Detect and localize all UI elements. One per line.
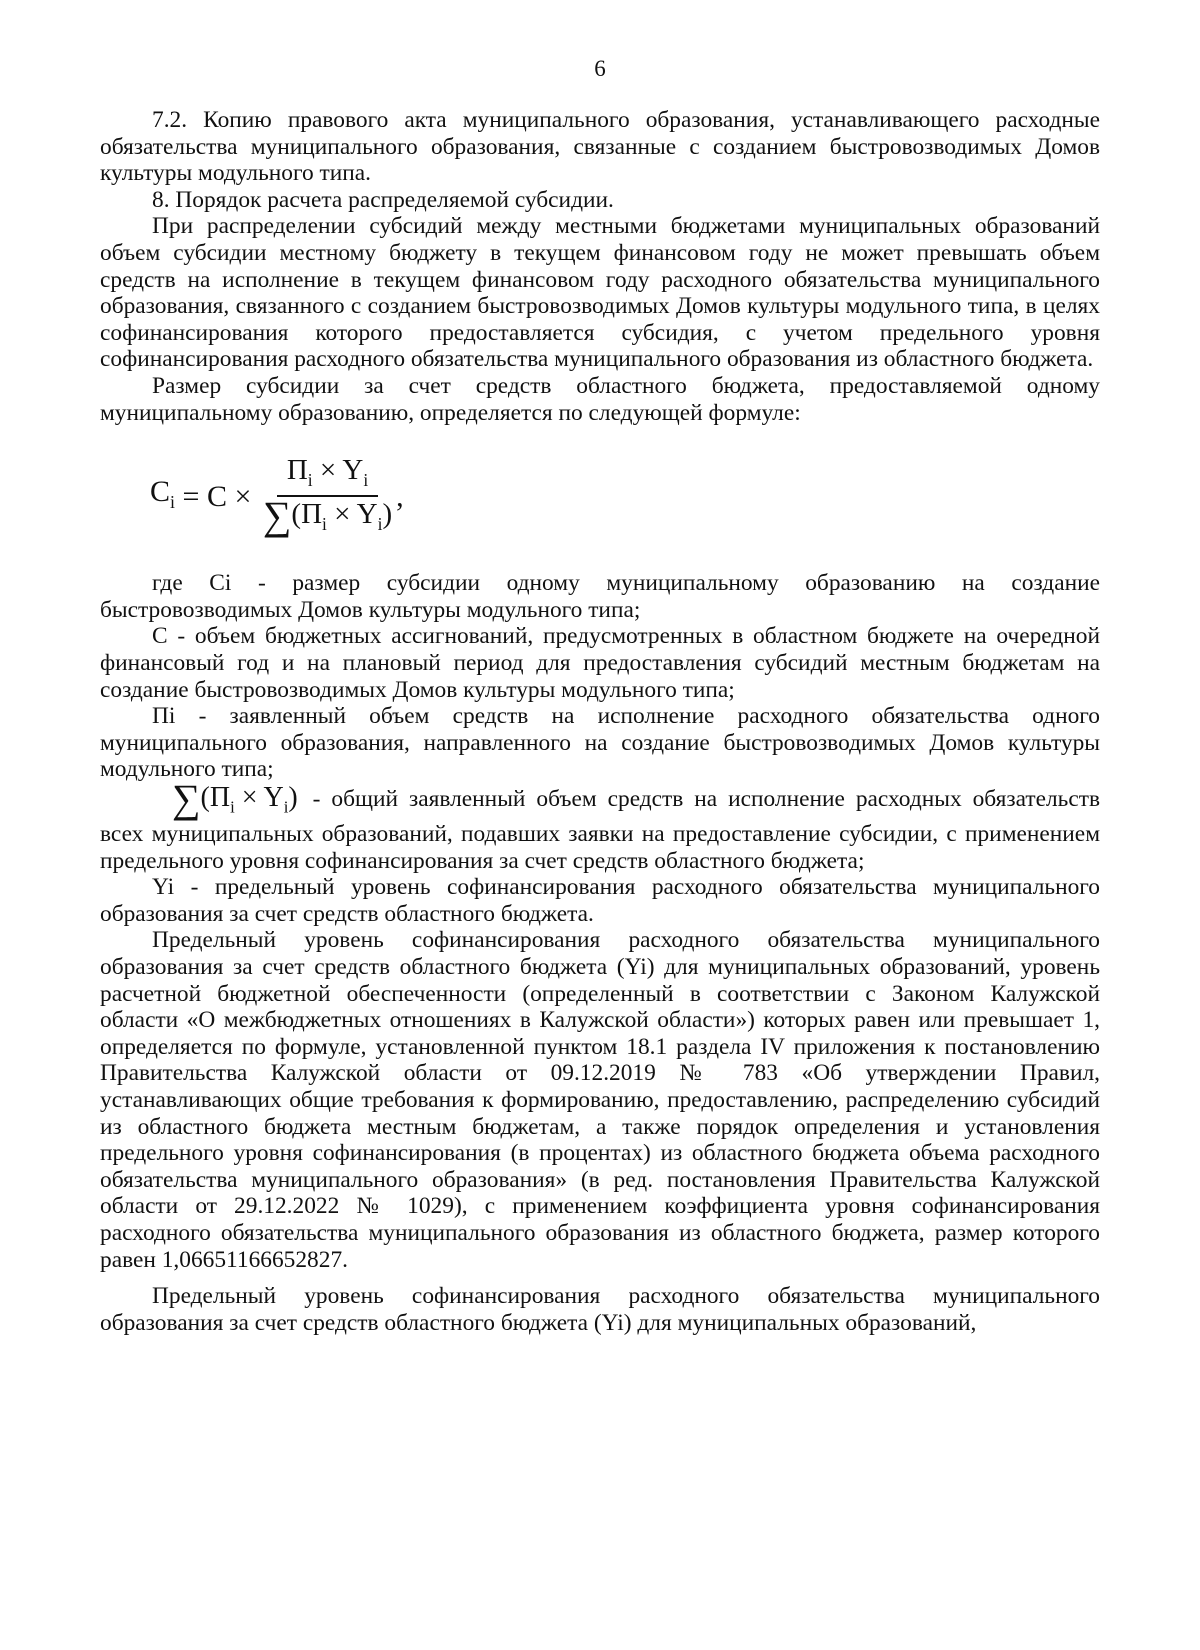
formula-equals: = C × [175, 479, 259, 513]
formula-expression [150, 442, 404, 552]
definition-pi: Пi - заявленный объем средств на исполнение расходного обязательства одного муниципального образования, направленного на создание быстровозводимых Домов культуры модульного типа; [100, 703, 1100, 783]
formula-lhs: $C_i$ [150, 474, 176, 512]
definition-yi: Yi - предельный уровень софинансирования расходного обязательства муниципального образования за счет средств областного бюджета. [100, 874, 1100, 927]
formula-trailing-comma: , [396, 479, 404, 513]
formula-fraction [262, 453, 393, 539]
definition-ci: где Ci - размер субсидии одному муниципальному образованию на создание быстровозводимых Домов культуры модульного типа; [100, 570, 1100, 623]
sum-expression: $\sum(П_i \times Y_i)$ [172, 775, 298, 821]
paragraph-formula-intro: Размер субсидии за счет средств областного бюджета, предоставляемой одному муниципальному образованию, определяется по следующей формуле: [100, 372, 1100, 426]
paragraph-distribution: При распределении субсидий между местными бюджетами муниципальных образований объем субсидии местному бюджету в текущем финансовом году не может превышать объем средств на исполнение в текущем финансовом году расходного обязательства муниципального образования, связанного с созданием быстровозводимых Домов культуры модульного типа, в целях софинансирования которого предоставляется субсидия, с учетом предельного уровня софинансирования расходного обязательства муниципального образования из областного бюджета. [100, 213, 1100, 373]
page-number: 6 [594, 56, 606, 81]
document-body [100, 107, 1100, 1336]
paragraph-7-2: 7.2. Копию правового акта муниципального образования, устанавливающего расходные обязательства муниципального образования, связанные с созданием быстровозводимых Домов культуры модульного типа. [100, 107, 1100, 187]
formula-denominator: $\sum(П_i \times Y_i)$ [262, 493, 393, 539]
definition-c: С - объем бюджетных ассигнований, предусмотренных в областном бюджете на очередной финансовый год и на плановый период для предоставления субсидий местным бюджетам на создание быстровозводимых Домов культуры модульного типа; [100, 623, 1100, 703]
definition-sum [100, 775, 1100, 874]
paragraph-8-heading: 8. Порядок расчета распределяемой субсидии. [152, 186, 614, 213]
formula-numerator: $П_i \times Y_i$ [277, 457, 378, 497]
paragraph-cofinancing-level-1: Предельный уровень софинансирования расходного обязательства муниципального образования за счет средств областного бюджета (Yi) для муниципальных образований, уровень расчетной бюджетной обеспеченности (определенный в соответствии с Законом Калужской области «О межбюджетных отношениях в Калужской области») которых равен или превышает 1, определяется по формуле, установленной пунктом 18.1 раздела IV приложения к постановлению Правительства Калужской области от 09.12.2019 № 783 «Об утверждении Правил, устанавливающих общие требования к формированию, предоставлению, распределению субсидий из областного бюджета местным бюджетам, а также порядок определения и установления предельного уровня софинансирования (в процентах) из областного бюджета объема расходного обязательства муниципального образования» (в ред. постановления Правительства Калужской области от 29.12.2022 № 1029), с применением коэффициента уровня софинансирования расходного обязательства муниципального образования из областного бюджета, размер которого равен 1,06651166652827. [100, 927, 1101, 1273]
paragraph-cofinancing-level-2: Предельный уровень софинансирования расходного обязательства муниципального образования за счет средств областного бюджета (Yi) для муниципальных образований, [100, 1283, 1100, 1336]
subsidy-formula [100, 436, 1100, 566]
definition-sum-text: - общий заявленный объем средств на исполнение расходных обязательств всех муниципальных образований, подавших заявки на предоставление субсидии, с применением предельного уровня софинансирования за счет средств областного бюджета; [100, 785, 1100, 874]
